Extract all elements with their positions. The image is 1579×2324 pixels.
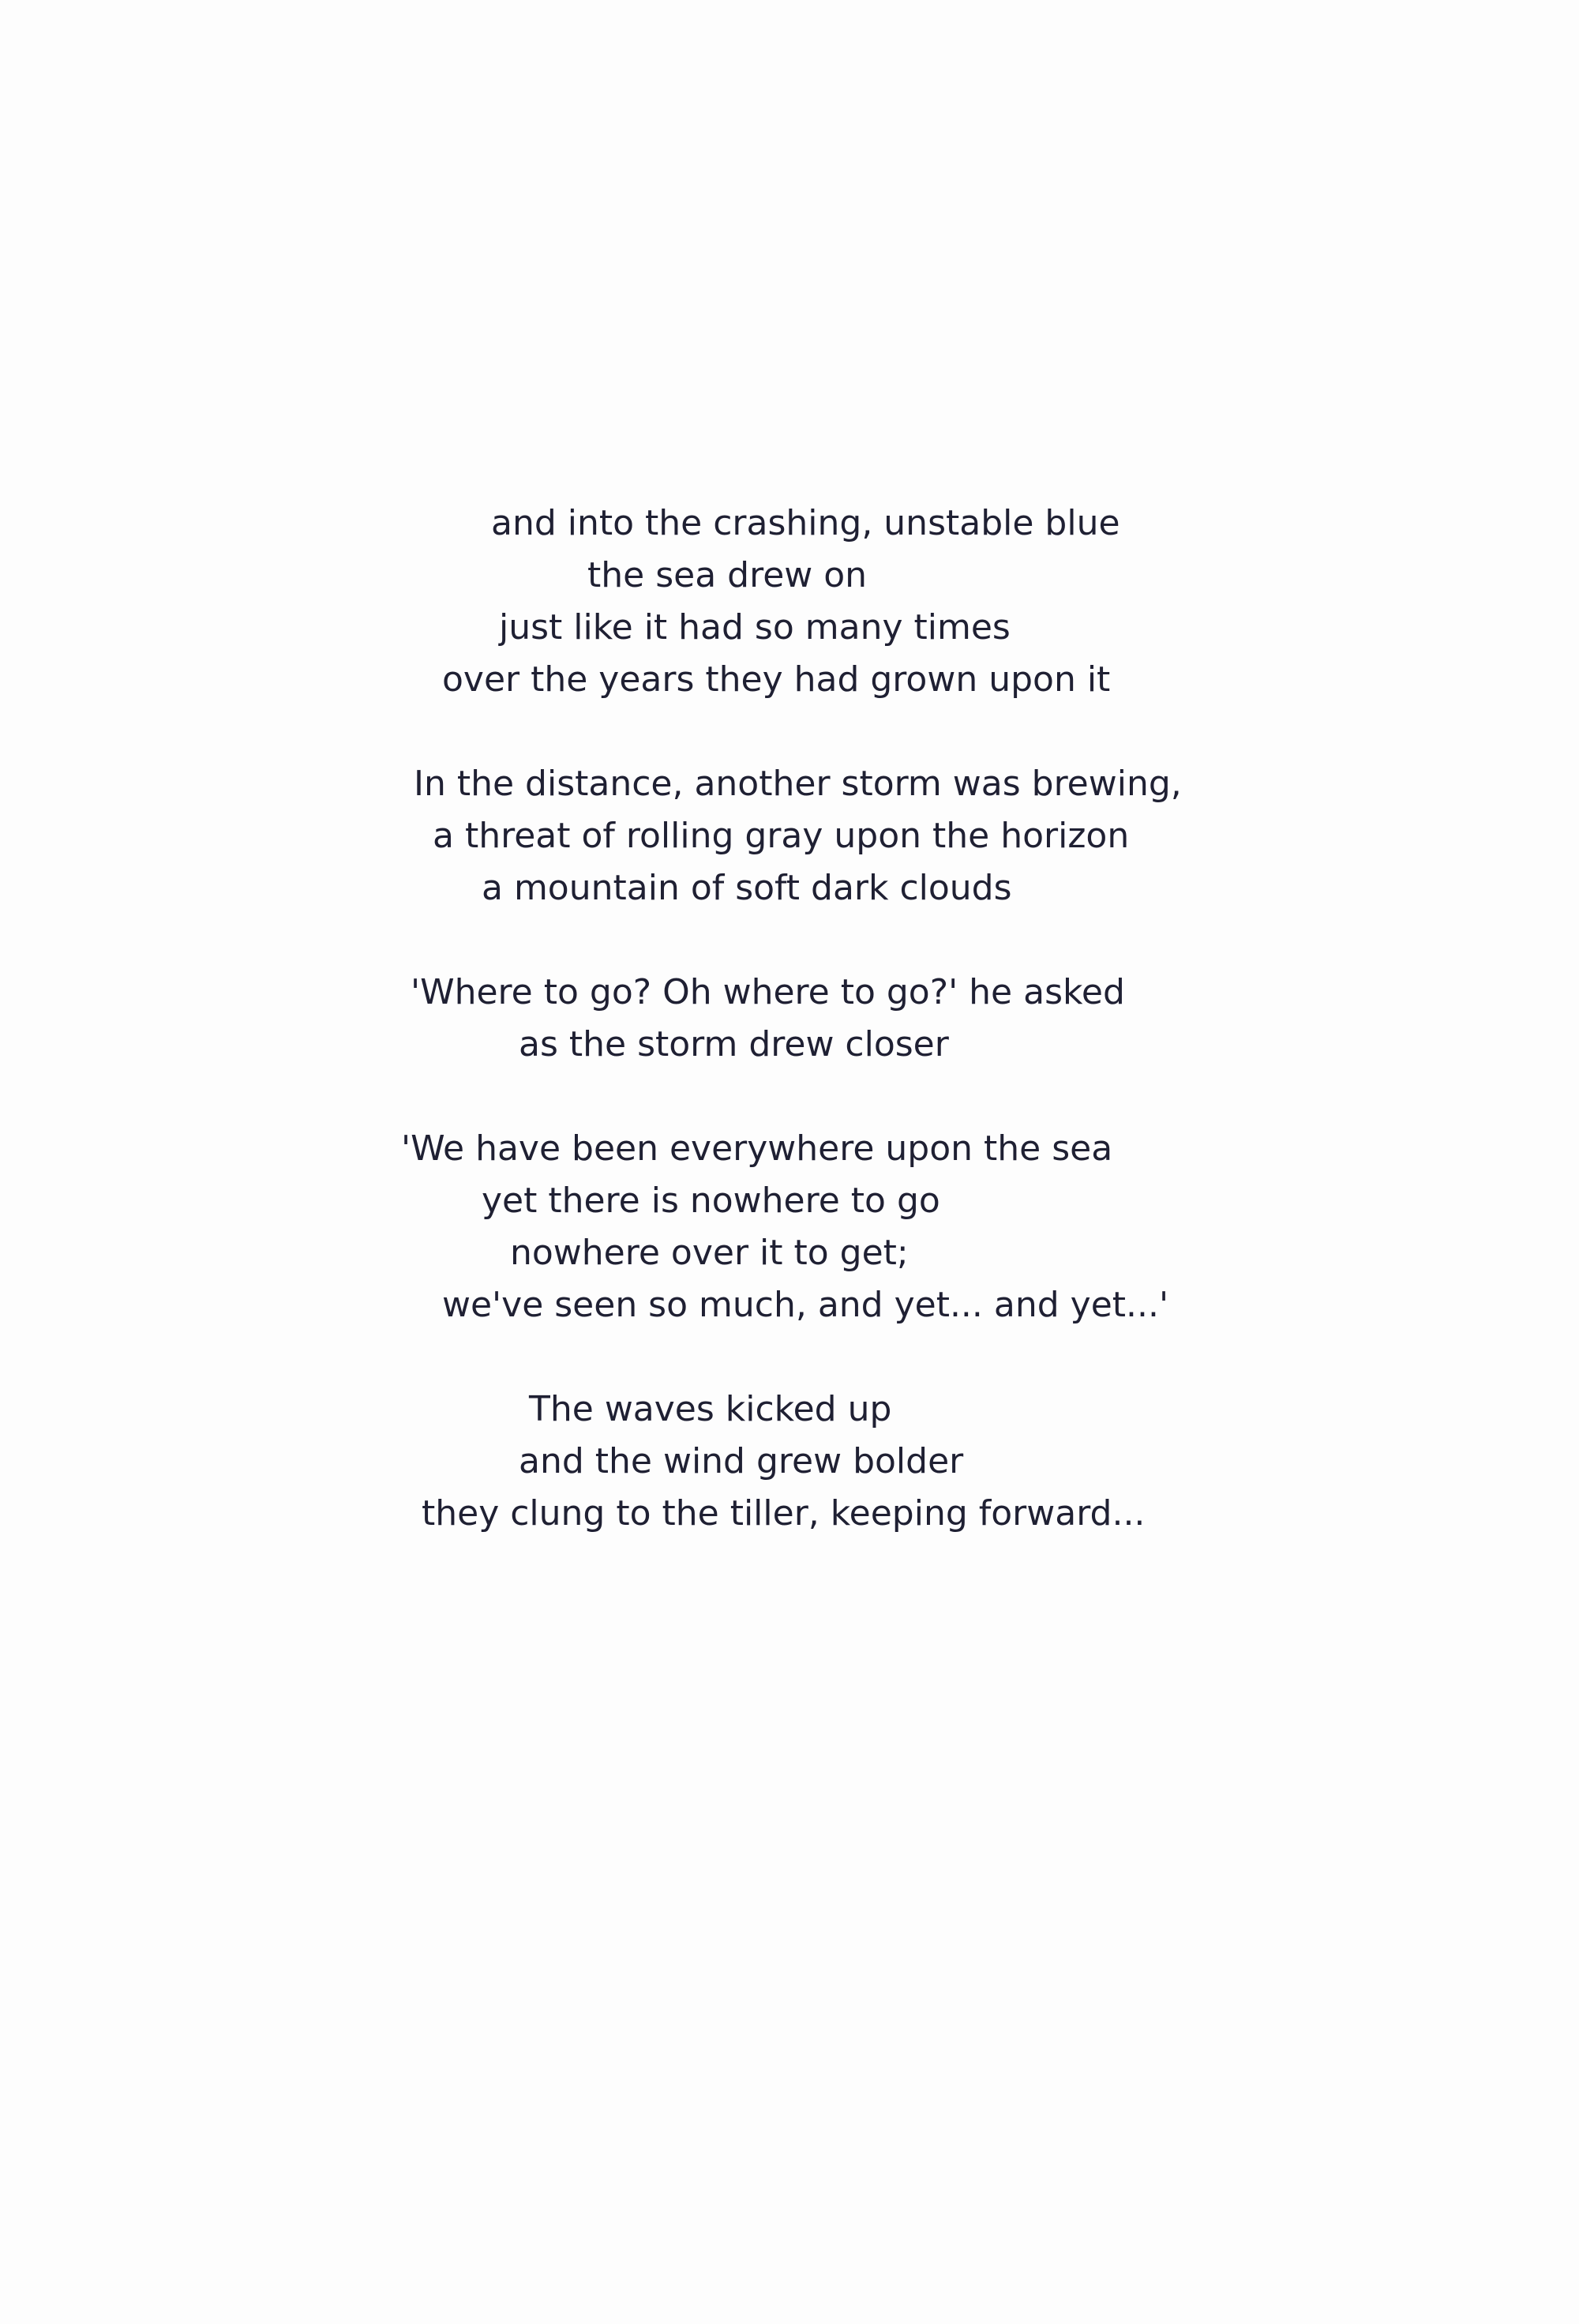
poem-line: 'Where to go? Oh where to go?' he asked — [411, 972, 1125, 1012]
poem-line: 'We have been everywhere upon the sea — [401, 1128, 1113, 1169]
poem-line: just like it had so many times — [499, 607, 1011, 648]
poem-line: a threat of rolling gray upon the horizon — [433, 816, 1130, 856]
poem-line: and the wind grew bolder — [519, 1441, 964, 1481]
poem-line: they clung to the tiller, keeping forward... — [422, 1493, 1146, 1534]
poem-line: we've seen so much, and yet... and yet...' — [442, 1285, 1169, 1325]
poem-line: and into the crashing, unstable blue — [491, 503, 1120, 543]
poem-line: as the storm drew closer — [519, 1024, 949, 1064]
poem-line: yet there is nowhere to go — [482, 1181, 940, 1221]
poem-line: nowhere over it to get; — [510, 1233, 909, 1273]
poem-line: The waves kicked up — [529, 1389, 892, 1429]
poem-line: over the years they had grown upon it — [442, 659, 1111, 700]
poem-line: the sea drew on — [587, 555, 868, 595]
poem-line: a mountain of soft dark clouds — [482, 868, 1012, 908]
poem-line: In the distance, another storm was brewing, — [414, 764, 1182, 804]
